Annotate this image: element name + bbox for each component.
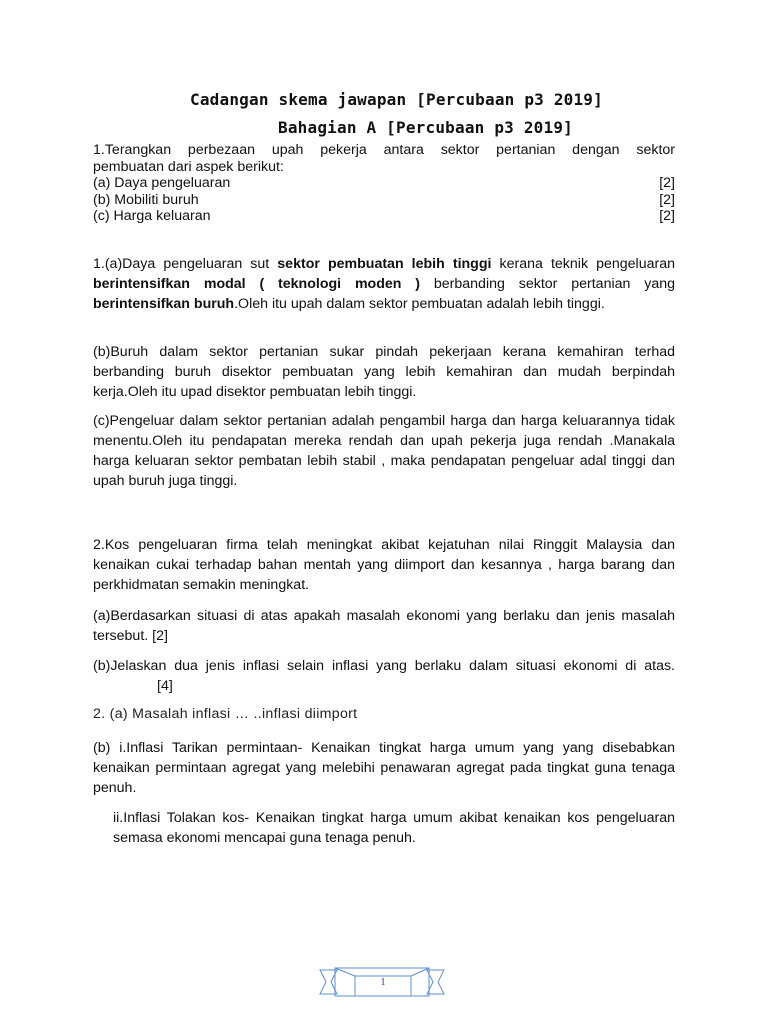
- answer-1a: [93, 254, 675, 314]
- answer-2a: 2. (a) Masalah inflasi … ..inflasi diimport: [93, 706, 358, 722]
- answer-1c: (c)Pengeluar dalam sektor pertanian adalah pengambil harga dan harga keluarannya tidak menentu.Oleh itu pendapatan mereka rendah dan upah pekerja juga rendah .Manakala harga keluaran sektor pembatan lebih stabil , maka pendapatan pengeluar adal tinggi dan upah buruh juga tinggi.: [93, 413, 675, 489]
- item-marks: [2]: [659, 175, 675, 191]
- question-1-item-b: [93, 192, 675, 209]
- answer-1b: (b)Buruh dalam sektor pertanian sukar pindah pekerjaan kerana kemahiran terhad berbanding buruh disektor pembuatan yang lebih kemahiran dan mudah berpindah kerja.Oleh itu upad disektor pembuatan lebih tinggi.: [93, 344, 675, 400]
- question-marks: [4]: [157, 678, 173, 694]
- answer-2b-ii: ii.Inflasi Tolakan kos- Kenaikan tingkat harga umum akibat kenaikan kos pengeluaran semasa ekonomi mencapai guna tenaga penuh.: [113, 810, 675, 846]
- question-1: [93, 142, 675, 225]
- answer-bold-text: berintensifkan modal ( teknologi moden ): [93, 276, 421, 292]
- answer-text: kerana teknik pengeluaran: [491, 256, 675, 272]
- item-label: (b) Mobiliti buruh: [93, 191, 199, 208]
- answer-text: berbanding sektor pertanian yang: [420, 276, 676, 292]
- question-2-intro: 2.Kos pengeluaran firma telah meningkat akibat kejatuhan nilai Ringgit Malaysia dan kenaikan cukai terhadap bahan mentah yang diimport dan kesannya , harga barang dan perkhidmatan semakin meningkat.: [93, 537, 675, 593]
- answer-2b-i: (b) i.Inflasi Tarikan permintaan- Kenaikan tingkat harga umum yang yang disebabkan kenaikan permintaan agregat yang melebihi penawaran agregat pada tingkat guna tenaga penuh.: [93, 740, 675, 796]
- item-marks: [2]: [659, 208, 675, 224]
- page-number: 1: [380, 976, 386, 988]
- question-1-line-2: pembuatan dari aspek berikut:: [93, 158, 284, 175]
- item-marks: [2]: [659, 191, 675, 208]
- item-label: (c) Harga keluaran: [93, 208, 211, 224]
- answer-text: 1.(a)Daya pengeluaran sut: [93, 256, 278, 272]
- question-2a: (a)Berdasarkan situasi di atas apakah masalah ekonomi yang berlaku dan jenis masalah tersebut. [2]: [93, 608, 675, 644]
- question-2b: [93, 656, 675, 696]
- question-text: (b)Jelaskan dua jenis inflasi selain inflasi yang berlaku dalam situasi ekonomi di atas.: [93, 658, 675, 674]
- question-1-line-1: 1.Terangkan perbezaan upah pekerja antara sektor pertanian dengan sektor: [93, 142, 675, 158]
- section-title: Bahagian A [Percubaan p3 2019]: [278, 118, 573, 137]
- answer-bold-text: berintensifkan buruh: [93, 296, 235, 312]
- document-title: Cadangan skema jawapan [Percubaan p3 2019]: [190, 90, 603, 109]
- answer-bold-text: sektor pembuatan lebih tinggi: [277, 256, 492, 272]
- answer-text: .Oleh itu upah dalam sektor pembuatan adalah lebih tinggi.: [234, 296, 605, 312]
- question-1-item-a: [93, 175, 675, 192]
- item-label: (a) Daya pengeluaran: [93, 175, 231, 191]
- question-1-item-c: [93, 208, 675, 225]
